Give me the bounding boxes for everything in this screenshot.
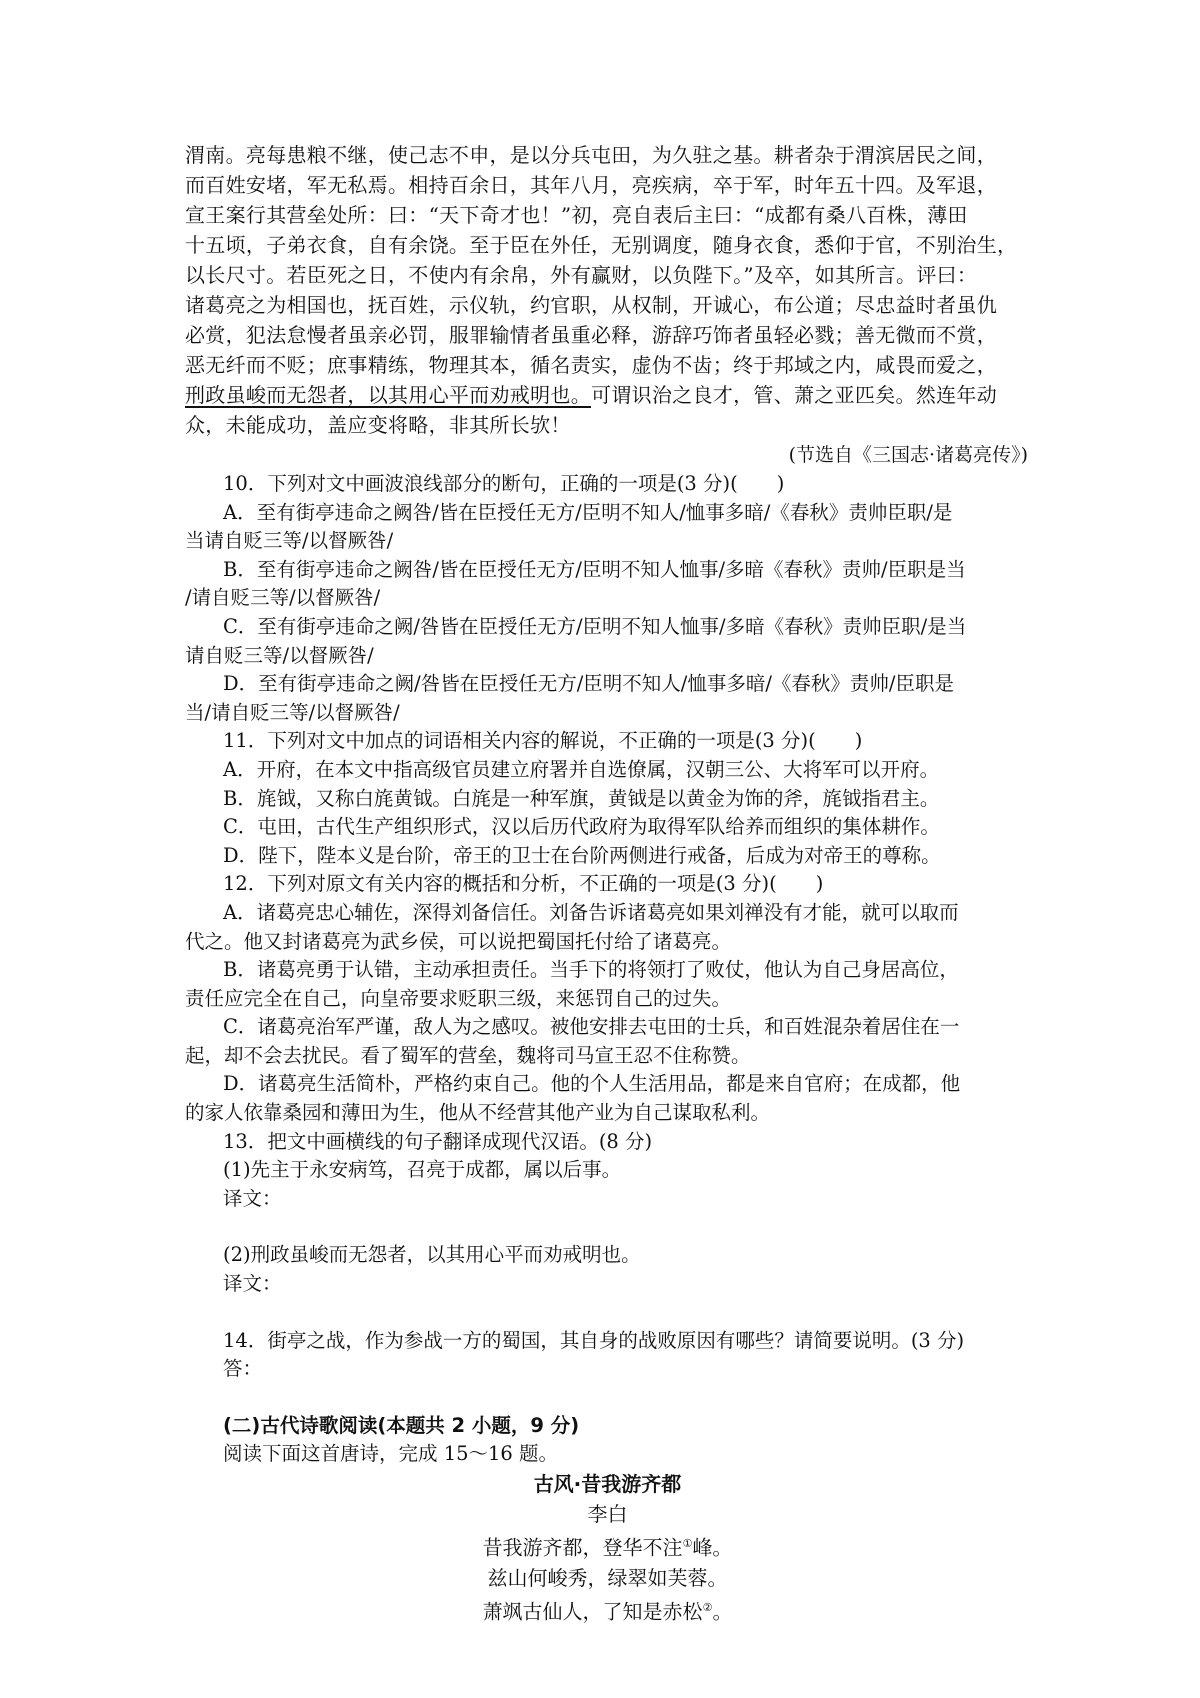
- question-12: [185, 870, 1030, 1127]
- option-c: C．至有街亭违命之阙/咎皆在臣授任无方/臣明不知人恤事/多暗《春秋》责帅臣职/是当: [223, 614, 967, 638]
- question-11: [185, 727, 1030, 870]
- passage-line: 以长尺寸。若臣死之日，不使内有余帛，外有赢财，以负陛下。”及卒，如其所言。评曰：: [185, 263, 978, 287]
- option-d-cont: 当/请自贬三等/以督厥咎/: [185, 700, 400, 724]
- question-stem: 14．街亭之战，作为参战一方的蜀国，其自身的战败原因有哪些？请简要说明。(3 分): [223, 1328, 965, 1352]
- option-c-cont: 起，却不会去扰民。看了蜀军的营垒，魏将司马宣王忍不住称赞。: [185, 1043, 751, 1067]
- document-page: [185, 140, 1030, 1626]
- option-a-cont: 当请自贬三等/以督厥咎/: [185, 529, 394, 553]
- option-b-cont: /请自贬三等/以督厥咎/: [185, 586, 381, 610]
- passage-line: 诸葛亮之为相国也，抚百姓，示仪轨，约官职，从权制，开诚心，布公道；尽忠益时者虽仇: [185, 293, 997, 317]
- option-b: B．旄钺，又称白旄黄钺。白旄是一种军旗，黄钺是以黄金为饰的斧，旄钺指君主。: [223, 786, 940, 810]
- option-a: A．至有街亭违命之阙咎/皆在臣授任无方/臣明不知人/恤事多暗/《春秋》责帅臣职/是: [223, 500, 953, 524]
- question-14: [185, 1327, 1030, 1412]
- passage: [185, 140, 1030, 470]
- poem-line: 兹山何峻秀，绿翠如芙蓉。: [487, 1565, 728, 1590]
- question-stem: 13．把文中画横线的句子翻译成现代汉语。(8 分): [223, 1129, 653, 1153]
- option-b: B．至有街亭违命之阙咎/皆在臣授任无方/臣明不知人恤事/多暗《春秋》责帅/臣职是当: [223, 557, 966, 581]
- option-d-cont: 的家人依靠桑园和薄田为生，他从不经营其他产业为自己谋取私利。: [185, 1101, 771, 1125]
- question-stem: 10．下列对文中画波浪线部分的断句，正确的一项是(3 分)( ): [223, 472, 785, 495]
- passage-line: 十五顷，子弟衣食，自有余饶。至于臣在外任，无别调度，随身衣食，悉仰于官，不别治生，: [185, 233, 1018, 257]
- answer-label: 答：: [223, 1357, 263, 1381]
- option-a: A．诸葛亮忠心辅佐，深得刘备信任。刘备告诉诸葛亮如果刘禅没有才能，就可以取而: [223, 900, 959, 924]
- passage-line: 宣王案行其营垒处所：曰：“天下奇才也！”初，亮自表后主曰：“成都有桑八百株，薄田: [185, 203, 968, 227]
- passage-line: 而百姓安堵，军无私焉。相持百余日，其年八月，亮疾病，卒于军，时年五十四。及军退，: [185, 173, 997, 197]
- translation-label: 译文：: [223, 1272, 282, 1296]
- passage-line: 渭南。亮每患粮不继，使己志不申，是以分兵屯田，为久驻之基。耕者杂于渭滨居民之间，: [185, 143, 997, 167]
- passage-line: [185, 380, 1030, 410]
- poem-line: [185, 1529, 1030, 1563]
- option-d: D．至有街亭违命之阙/咎皆在臣授任无方/臣明不知人/恤事多暗/《春秋》责帅/臣职是: [223, 672, 954, 696]
- passage-line: 必赏，犯法怠慢者虽亲必罚，服罪输情者虽重必释，游辞巧饰者虽轻必戮；善无微而不赏，: [185, 323, 997, 347]
- section-poetry: [185, 1412, 1030, 1627]
- option-d: D．诸葛亮生活简朴，严格约束自己。他的个人生活用品，都是来自官府；在成都，他: [223, 1072, 961, 1096]
- question-stem: 12．下列对原文有关内容的概括和分析，不正确的一项是(3 分)( ): [223, 872, 824, 896]
- section-title: (二)古代诗歌阅读(本题共 2 小题，9 分): [223, 1413, 580, 1437]
- passage-text: 可谓识治之良才，管、萧之亚匹矣。然连年动: [591, 383, 997, 407]
- poem-text: 。: [712, 1599, 733, 1624]
- answer-space[interactable]: [185, 1213, 1030, 1241]
- option-b-cont: 责任应完全在自己，向皇帝要求贬职三级，来惩罚自己的过失。: [185, 986, 732, 1010]
- poem-text: 峰。: [692, 1535, 733, 1560]
- section-intro: 阅读下面这首唐诗，完成 15～16 题。: [223, 1442, 559, 1466]
- answer-space[interactable]: [185, 1299, 1030, 1327]
- question-10: [185, 470, 1030, 727]
- footnote-marker: ②: [702, 1600, 713, 1614]
- poem-text: 昔我游齐都，登华不注: [482, 1535, 683, 1560]
- sentence-1: (1)先主于永安病笃，召亮于成都，属以后事。: [223, 1158, 622, 1182]
- sentence-2: (2)刑政虽峻而无怨者，以其用心平而劝戒明也。: [223, 1243, 641, 1267]
- option-d: D．陛下，陛本义是台阶，帝王的卫士在台阶两侧进行戒备，后成为对帝王的尊称。: [223, 843, 941, 867]
- poem-title: 古风·昔我游齐都: [533, 1472, 682, 1496]
- underlined-sentence: 刑政虽峻而无怨者，以其用心平而劝戒明也。: [185, 383, 591, 407]
- source-citation: (节选自《三国志·诸葛亮传》): [788, 444, 1028, 466]
- option-c: C．屯田，古代生产组织形式，汉以后历代政府为取得军队给养而组织的集体耕作。: [223, 815, 940, 839]
- option-c-cont: 请自贬三等/以督厥咎/: [185, 643, 374, 667]
- poem-text: 萧飒古仙人，了知是赤松: [482, 1599, 703, 1624]
- passage-line: 众，未能成功，盖应变将略，非其所长欤！: [185, 413, 571, 437]
- option-c: C．诸葛亮治军严谨，敌人为之感叹。被他安排去屯田的士兵，和百姓混杂着居住在一: [223, 1015, 960, 1039]
- question-13: [185, 1128, 1030, 1327]
- option-a: A．开府，在本文中指高级官员建立府署并自选僚属，汉朝三公、大将军可以开府。: [223, 757, 940, 781]
- question-stem: 11．下列对文中加点的词语相关内容的解说，不正确的一项是(3 分)( ): [223, 729, 863, 753]
- footnote-marker: ①: [682, 1537, 693, 1550]
- answer-space[interactable]: [185, 1384, 1030, 1412]
- passage-line: 恶无纤而不贬；庶事精练，物理其本，循名责实，虚伪不齿；终于邦域之内，咸畏而爱之，: [185, 353, 997, 377]
- translation-label: 译文：: [223, 1186, 282, 1210]
- option-b: B．诸葛亮勇于认错，主动承担责任。当手下的将领打了败仗，他认为自己身居高位，: [223, 958, 959, 982]
- poem-author: 李白: [587, 1502, 628, 1526]
- option-a-cont: 代之。他又封诸葛亮为武乡侯，可以说把蜀国托付给了诸葛亮。: [185, 929, 732, 953]
- poem-line: [185, 1593, 1030, 1627]
